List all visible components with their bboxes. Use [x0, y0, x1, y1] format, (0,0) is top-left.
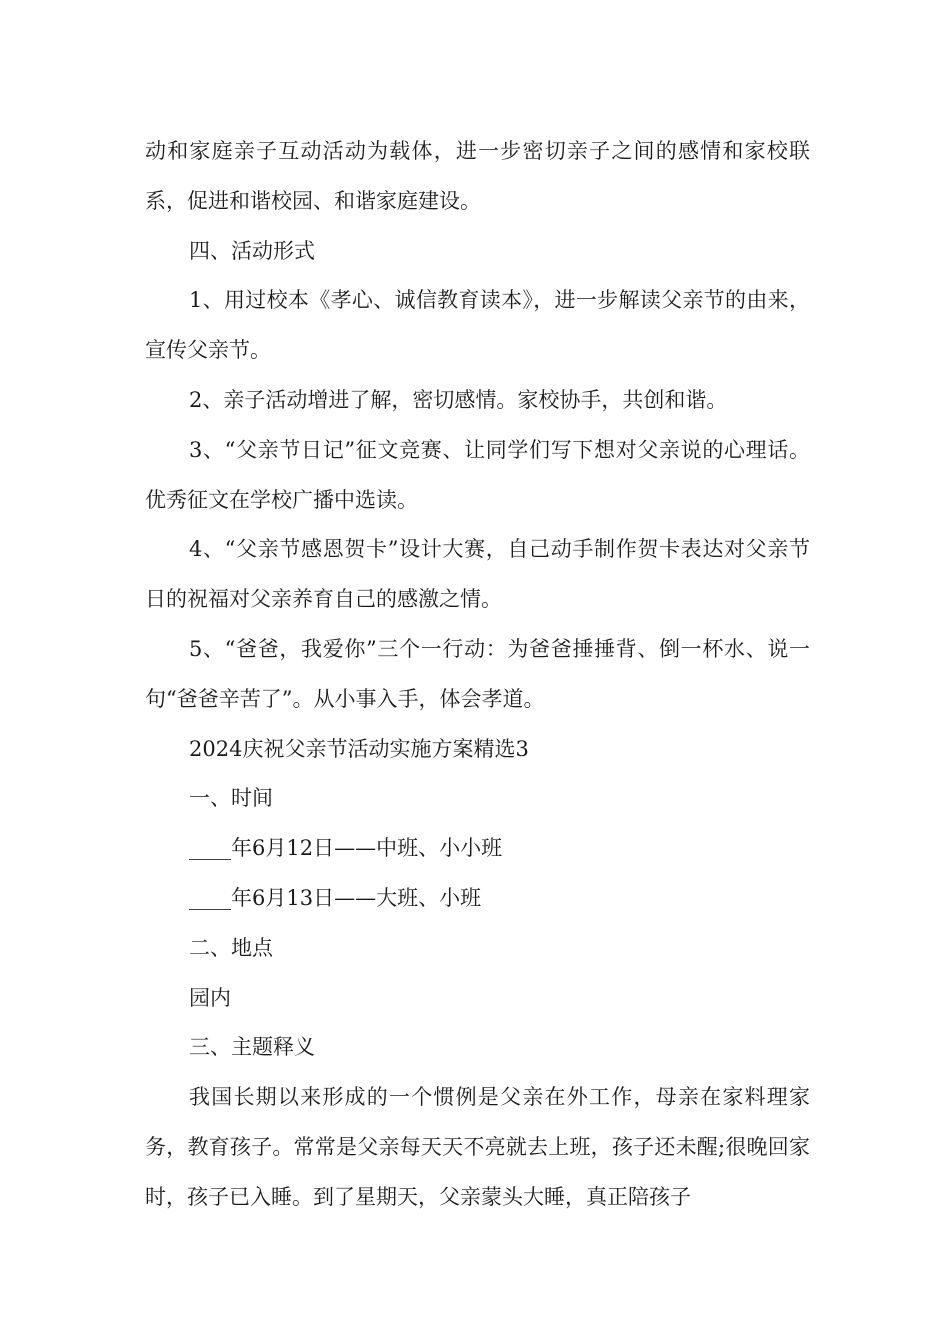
- list-item-1: 1、用过校本《孝心、诚信教育读本》，进一步解读父亲节的由来，宣传父亲节。: [145, 288, 810, 363]
- list-item-3: 3、“父亲节日记”征文竞赛、让同学们写下想对父亲说的心理话。优秀征文在学校广播中选读。: [145, 437, 810, 512]
- section-heading-theme: 三、主题释义: [189, 1035, 315, 1060]
- document-subtitle: 2024庆祝父亲节活动实施方案精选3: [189, 736, 529, 761]
- section-heading-time: 一、时间: [189, 786, 273, 811]
- list-item-5: 5、“爸爸，我爱你”三个一行动：为爸爸捶捶背、倒一杯水、说一句“爸爸辛苦了”。从小事入手，体会孝道。: [145, 636, 810, 711]
- document-body: [145, 127, 810, 1223]
- section-heading-location: 二、地点: [189, 935, 273, 960]
- theme-paragraph: 我国长期以来形成的一个惯例是父亲在外工作，母亲在家料理家务，教育孩子。常常是父亲每天天不亮就去上班，孩子还未醒;很晚回家时，孩子已入睡。到了星期天，父亲蒙头大睡，真正陪孩子: [145, 1085, 810, 1209]
- section-heading-activity-form: 四、活动形式: [189, 238, 315, 263]
- list-item-4: 4、“父亲节感恩贺卡”设计大赛，自己动手制作贺卡表达对父亲节日的祝福对父亲养育自己的感激之情。: [145, 537, 810, 612]
- location-value: 园内: [189, 985, 231, 1010]
- paragraph-intro-continuation: 动和家庭亲子互动活动为载体，进一步密切亲子之间的感情和家校联系，促进和谐校园、和谐家庭建设。: [145, 139, 810, 213]
- time-entry-2: ____年6月13日——大班、小班: [189, 885, 482, 910]
- list-item-2: 2、亲子活动增进了解，密切感情。家校协手，共创和谐。: [189, 387, 728, 412]
- time-entry-1: ____年6月12日——中班、小小班: [189, 836, 503, 861]
